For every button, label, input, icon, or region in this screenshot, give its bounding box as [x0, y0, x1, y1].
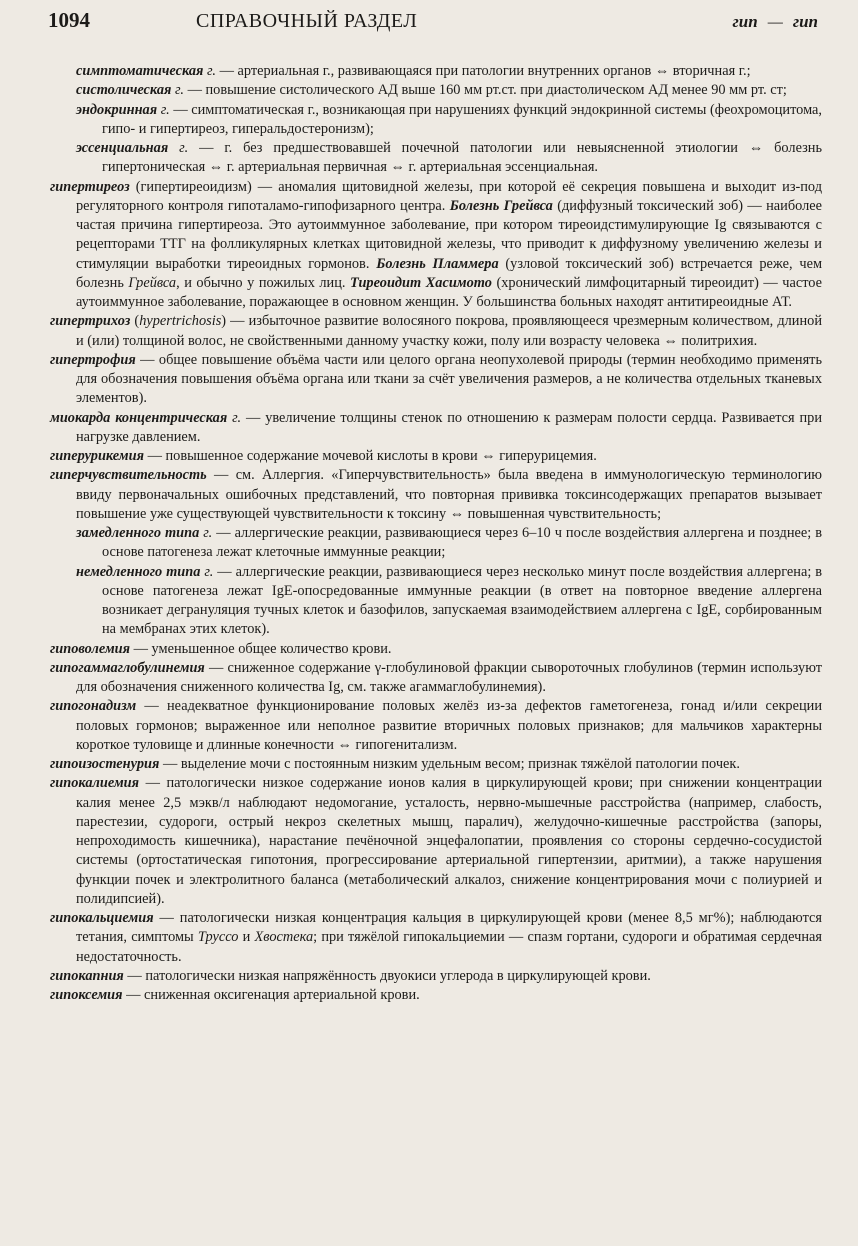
page-number: 1094 [48, 8, 90, 32]
running-head-right: гип [792, 12, 818, 31]
entry-definition: — аллергические реакции, развивающиеся через несколько минут после воздействия аллергена; в основе патогенеза лежат IgE-опосредованные иммунные реакции (в ответ на повторное введение аллергена возникает дегрануляция тучных клеток и базофилов, запускаемая взаимодействием аллергена с IgE, сорбированным на мембранах этих клеток). [102, 563, 822, 638]
entry-nemedlennogo-tipa [50, 563, 822, 640]
entry-definition: — сниженная оксигенация артериальной крови. [122, 987, 420, 1003]
entry-abbr: г. [174, 82, 184, 99]
entry-gipovolemiya [50, 640, 822, 659]
entry-giperurikemiya [50, 447, 822, 466]
entry-definition: — см. Аллергия. «Гиперчувствительность» была введена в иммунологическую терминологию ввиду первоначальных ошибочных представлений, что повторная прививка токсинсодержащих препаратов вызывает повышение уже существующей чувствительности к токсину ⇔ повышенная чувствительность; [76, 467, 822, 522]
entry-definition: и [238, 929, 255, 946]
entry-abbr: г. [232, 409, 242, 426]
entry-definition: — неадекватное функционирование половых желёз из-за дефектов гаметогенеза, гонад и/или секреции половых гормонов; выраженное или неполное развитие вторичных половых признаков; для мальчиков характерны короткое туловище и длинные конечности ⇔ гипогенитализм. [76, 698, 822, 753]
entry-gipogammaglobulinemiya [50, 659, 822, 698]
entry-definition: ; при тяжёлой гипокальциемии — спазм гортани, судороги и обратимая сердечная недостаточность. [76, 929, 822, 965]
entry-definition: (гипертиреоидизм) — аномалия щитовидной железы, при которой её секреция повышена и выходит из-под регуляторного контроля гипоталамо-гипофизарного центра. [76, 178, 822, 214]
entry-term: гипокальциемия [50, 910, 154, 926]
entry-term: эссенциальная [76, 140, 169, 156]
entry-term: систолическая [76, 82, 172, 99]
entry-definition: — г. без предшествовавшей почечной патологии или невыясненной этиологии ⇔ болезнь гипертоническая ⇔ г. артериальная первичная ⇔ г. артериальная эссенциальная. [102, 140, 822, 176]
entry-gipertrikhoz [50, 312, 822, 351]
entry-term: немедленного типа [76, 563, 201, 580]
entry-definition: — выделение мочи с постоянным низким удельным весом; признак тяжёлой патологии почек. [159, 756, 740, 772]
entry-definition: (хронический лимфоцитарный тиреоидит) — частое аутоиммунное заболевание, поражающее в основном женщин. У большинства больных находят антитиреоидные АТ. [76, 274, 823, 310]
entry-definition: — увеличение толщины стенок по отношению к размерам полости сердца. Развивается при нагрузке давлением. [76, 409, 822, 445]
entry-gipoizostenuriya [50, 755, 822, 774]
entry-term: гипоксемия [50, 987, 123, 1003]
entry-gipokaliemiya [50, 774, 822, 909]
entry-term: гипогонадизм [50, 698, 137, 715]
entry-giperchuvstvitelnost [50, 466, 822, 524]
entry-term: замедленного типа [76, 525, 200, 541]
entry-essentsialnaya [50, 139, 822, 178]
entry-definition: — общее повышение объёма части или целого органа неопухолевой природы (термин необходимо применять для обозначения повышения объёма органа или ткани за счёт увеличения размеров, а не количества отдельных тканевых элементов). [76, 351, 822, 407]
entry-abbr: г. [179, 140, 189, 156]
entry-gipoksemiya [50, 986, 822, 1005]
entry-definition: ) — избыточное развитие волосяного покрова, проявляющееся чрезмерным количеством, длиной и (или) толщиной волос, не свойственными данному участку кожи, полу или возрасту человека ⇔ политрихия. [76, 313, 822, 349]
eponym: Хвостека [254, 929, 314, 946]
entry-gipogonadizm [50, 697, 822, 755]
entry-term: гиперурикемия [50, 448, 144, 464]
entry-term: гипогаммаглобулинемия [50, 659, 205, 676]
eponym: Грейвса [128, 274, 177, 291]
entry-miokarda-kontsentricheskaya [50, 409, 822, 448]
eponym: Труссо [197, 929, 239, 946]
page-header [48, 8, 818, 38]
entry-term: симптоматическая [76, 63, 204, 79]
entry-definition: (диффузный токсический зоб) — наиболее частая причина гипертиреоза. Это аутоиммунное заболевание, при котором тиреоидстимулирующие Ig связываются с рецепторами ТТГ на фолликулярных клетках щитовидной железы, что приводит к диффузному увеличению железы и стимуляции выработки тиреоидных гормонов. [76, 197, 822, 272]
entry-definition: — артериальная г., развивающаяся при патологии внутренних органов ⇔ вторичная г.; [216, 63, 751, 79]
entry-term: гиповолемия [50, 640, 131, 657]
running-head-separator: — [767, 12, 783, 31]
entry-term: гипертиреоз [50, 178, 130, 195]
latin-term: hypertrichosis [139, 313, 222, 330]
entry-term: гипертрофия [50, 351, 136, 368]
entry-definition: — патологически низкое содержание ионов калия в циркулирующей крови; при снижении концентрации калия менее 2,5 мэкв/л наблюдают недомогание, усталость, нервно-мышечные расстройства (например, слабость, парестезии, судороги, острый некроз скелетных мышц, паралич), желудочно-кишечные расстройства (запоры, непроходимость кишечника), нарастание печёночной энцефалопатии, проявления со стороны сердечно-сосудистой системы (ортостатическая гипотония, прогрессирование артериальной гипертензии, аритмии), а также нарушения функции почек и электролитного баланса (метаболический алкалоз, снижение концентрирования мочи с полиурией и полидипсией). [76, 775, 822, 907]
entry-definition: — симптоматическая г., возникающая при нарушениях функций эндокринной системы (феохромоцитома, гипо- и гипертиреоз, гиперальдостеронизм); [102, 101, 822, 137]
section-title: СПРАВОЧНЫЙ РАЗДЕЛ [196, 10, 418, 32]
entry-abbr: г. [160, 101, 170, 118]
entry-term: гипокалиемия [50, 775, 140, 792]
entry-term: эндокринная [76, 101, 158, 118]
entry-term: гиперчувствительность [50, 467, 207, 484]
entry-gipertireoz [50, 178, 822, 313]
entry-definition: — повышенное содержание мочевой кислоты в крови ⇔ гиперурицемия. [143, 448, 597, 464]
entry-sistolicheskaya [50, 81, 822, 100]
entry-definition: ( [130, 313, 140, 330]
running-head [733, 12, 819, 32]
running-head-left: гип [732, 12, 758, 31]
entry-definition: (узловой токсический зоб) встречается реже, чем болезнь [76, 255, 823, 291]
entry-abbr: г. [203, 525, 213, 541]
entry-gipokaltsiemiya [50, 909, 822, 967]
entry-term: гипертрихоз [50, 313, 131, 330]
entry-abbr: г. [207, 63, 217, 79]
entry-definition: — уменьшенное общее количество крови. [130, 640, 392, 657]
entry-definition: — патологически низкая концентрация кальция в циркулирующей крови (менее 8,5 мг%); наблюдаются тетания, симптомы [76, 910, 822, 946]
dictionary-entries [50, 62, 822, 1005]
entry-definition: — аллергические реакции, развивающиеся через 6–10 ч после воздействия аллергена и позднее; в основе патогенеза лежат клеточные иммунные реакции; [102, 525, 822, 561]
entry-term: гипокапния [50, 967, 124, 984]
entry-abbr: г. [204, 563, 214, 580]
entry-definition: — повышение систолического АД выше 160 мм рт.ст. при диастолическом АД менее 90 мм рт. ст; [183, 82, 787, 99]
entry-zamedlennogo-tipa [50, 524, 822, 563]
entry-definition: , и обычно у пожилых лиц. [176, 274, 351, 291]
entry-simptomaticheskaya [50, 62, 822, 81]
disease-name: Тиреоидит Хасимото [350, 274, 492, 291]
entry-endokrinnaya [50, 101, 822, 140]
entry-gipokapniya [50, 967, 822, 986]
disease-name: Болезнь Грейвса [449, 197, 553, 214]
entry-gipertrofiya [50, 351, 822, 409]
entry-definition: — сниженное содержание γ-глобулиновой фракции сывороточных глобулинов (термин используют для обозначения сниженного количества Ig, см. также агаммаглобулинемия). [76, 659, 822, 695]
disease-name: Болезнь Пламмера [376, 255, 499, 272]
entry-definition: — патологически низкая напряжённость двуокиси углерода в циркулирующей крови. [123, 967, 651, 984]
entry-term: гипоизостенурия [50, 756, 160, 772]
entry-term: миокарда концентрическая [50, 409, 228, 426]
